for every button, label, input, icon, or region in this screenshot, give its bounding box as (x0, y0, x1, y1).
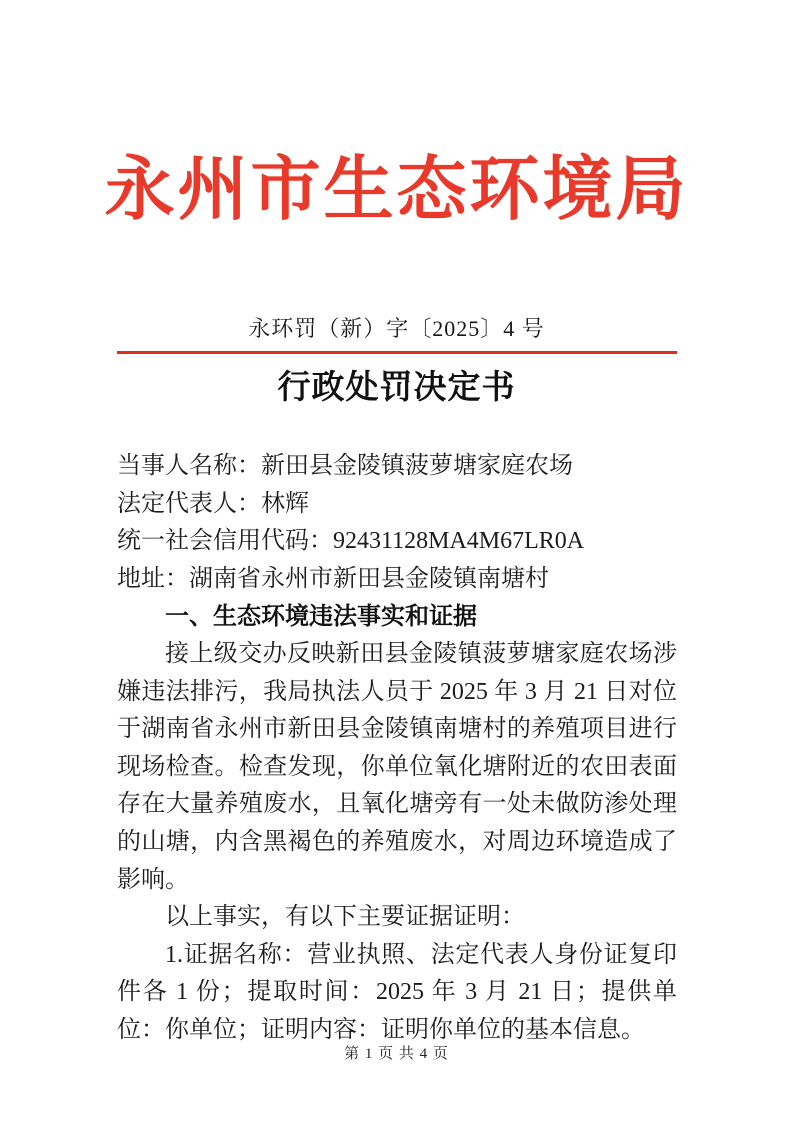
legal-representative-line: 法定代表人：林辉 (117, 490, 309, 517)
evidence-item-1-paragraph: 1.证据名称：营业执照、法定代表人身份证复印件各 1 份；提取时间：2025 年 3 月 21 日；提供单位：你单位；证明内容：证明你单位的基本信息。 (117, 941, 677, 1043)
facts-paragraph: 接上级交办反映新田县金陵镇菠萝塘家庭农场涉嫌违法排污，我局执法人员于 2025 年 3 月 21 日对位于湖南省永州市新田县金陵镇南塘村的养殖项目进行现场检查。检查发现，你单位氧化塘附近的农田表面存在大量养殖废水，且氧化塘旁有一处未做防渗处理的山塘，内含黑褐色的养殖废水，对周边环境造成了影响。 (117, 640, 677, 893)
evidence-intro-paragraph: 以上事实，有以下主要证据证明： (165, 904, 525, 931)
party-name-line: 当事人名称：新田县金陵镇菠萝塘家庭农场 (117, 453, 573, 479)
section-heading-facts-evidence: 一、生态环境违法事实和证据 (165, 603, 477, 631)
page-footer: 第 1 页 共 4 页 (344, 1046, 449, 1062)
document-title: 行政处罚决定书 (277, 370, 516, 406)
document-number: 永环罚（新）字〔2025〕4 号 (248, 316, 545, 341)
address-line: 地址：湖南省永州市新田县金陵镇南塘村 (117, 565, 549, 592)
document-body (117, 448, 677, 1050)
red-separator-line (117, 351, 677, 354)
agency-letterhead: 永州市生态环境局 (104, 152, 689, 229)
credit-code-line: 统一社会信用代码：92431128MA4M67LR0A (117, 528, 585, 555)
